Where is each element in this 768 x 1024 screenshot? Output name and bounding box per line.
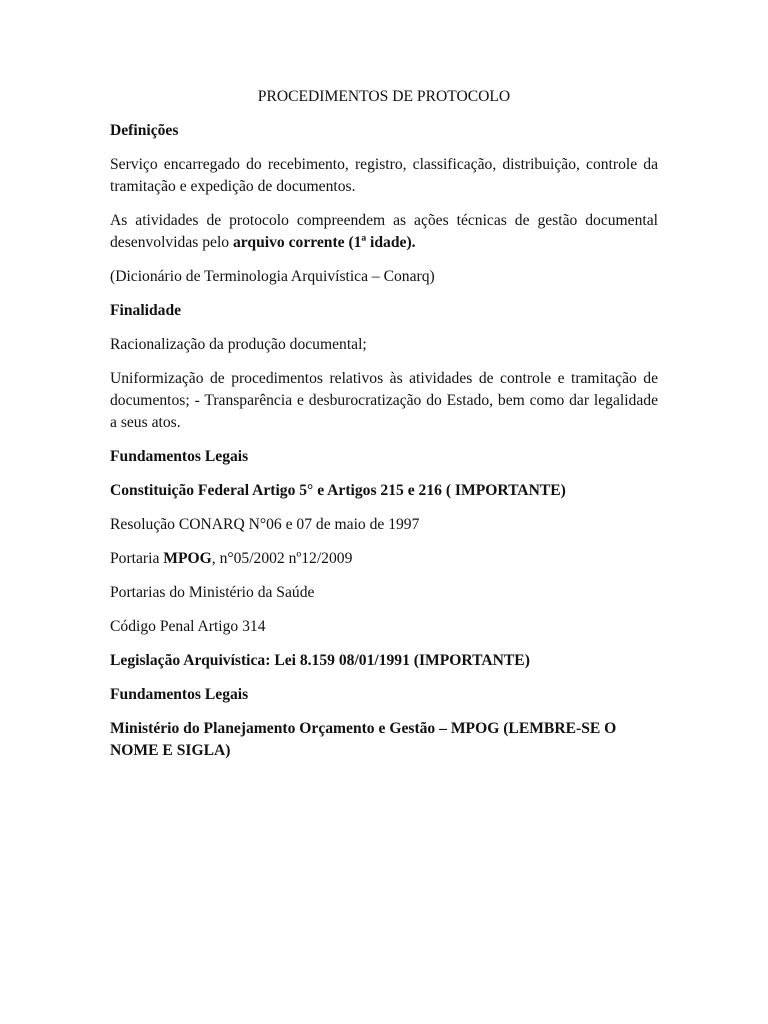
heading-definicoes: Definições	[110, 122, 179, 139]
legislacao-line: Legislação Arquivística: Lei 8.159 08/01/1991 (IMPORTANTE)	[110, 652, 530, 669]
heading-fundamentos-legais-2: Fundamentos Legais	[110, 686, 249, 703]
finalidade-paragraph-2: Uniformização de procedimentos relativos às atividades de controle e tramitação de documentos; - Transparência e desburocratização do Estado, bem como dar legalidade a seus atos.	[110, 370, 658, 431]
document-content	[110, 86, 658, 774]
definicoes-source: (Dicionário de Terminologia Arquivística – Conarq)	[110, 268, 435, 285]
definicoes-paragraph-2-bold: arquivo corrente (1ª idade).	[233, 234, 416, 251]
portaria-prefix: Portaria	[110, 550, 164, 567]
portaria-mpog: MPOG	[163, 550, 212, 567]
constituicao-line: Constituição Federal Artigo 5° e Artigos 215 e 216 ( IMPORTANTE)	[110, 482, 566, 499]
portaria-suffix: , n°05/2002 nº12/2009	[211, 550, 353, 567]
heading-fundamentos-legais-1: Fundamentos Legais	[110, 448, 249, 465]
definicoes-paragraph-2-text: As atividades de protocolo compreendem as ações técnicas de gestão documental desenvolvidas pelo	[110, 212, 658, 251]
definicoes-paragraph-2	[110, 210, 658, 254]
ministerio-line: Ministério do Planejamento Orçamento e Gestão – MPOG (LEMBRE-SE O NOME E SIGLA)	[110, 720, 617, 759]
portarias-saude-line: Portarias do Ministério da Saúde	[110, 584, 315, 601]
portaria-line	[110, 548, 658, 570]
definicoes-paragraph-1: Serviço encarregado do recebimento, registro, classificação, distribuição, controle da tramitação e expedição de documentos.	[110, 156, 658, 195]
resolucao-line: Resolução CONARQ N°06 e 07 de maio de 1997	[110, 516, 420, 533]
codigo-penal-line: Código Penal Artigo 314	[110, 618, 266, 635]
finalidade-paragraph-1: Racionalização da produção documental;	[110, 336, 367, 353]
heading-finalidade: Finalidade	[110, 302, 182, 319]
document-title: PROCEDIMENTOS DE PROTOCOLO	[257, 88, 511, 105]
